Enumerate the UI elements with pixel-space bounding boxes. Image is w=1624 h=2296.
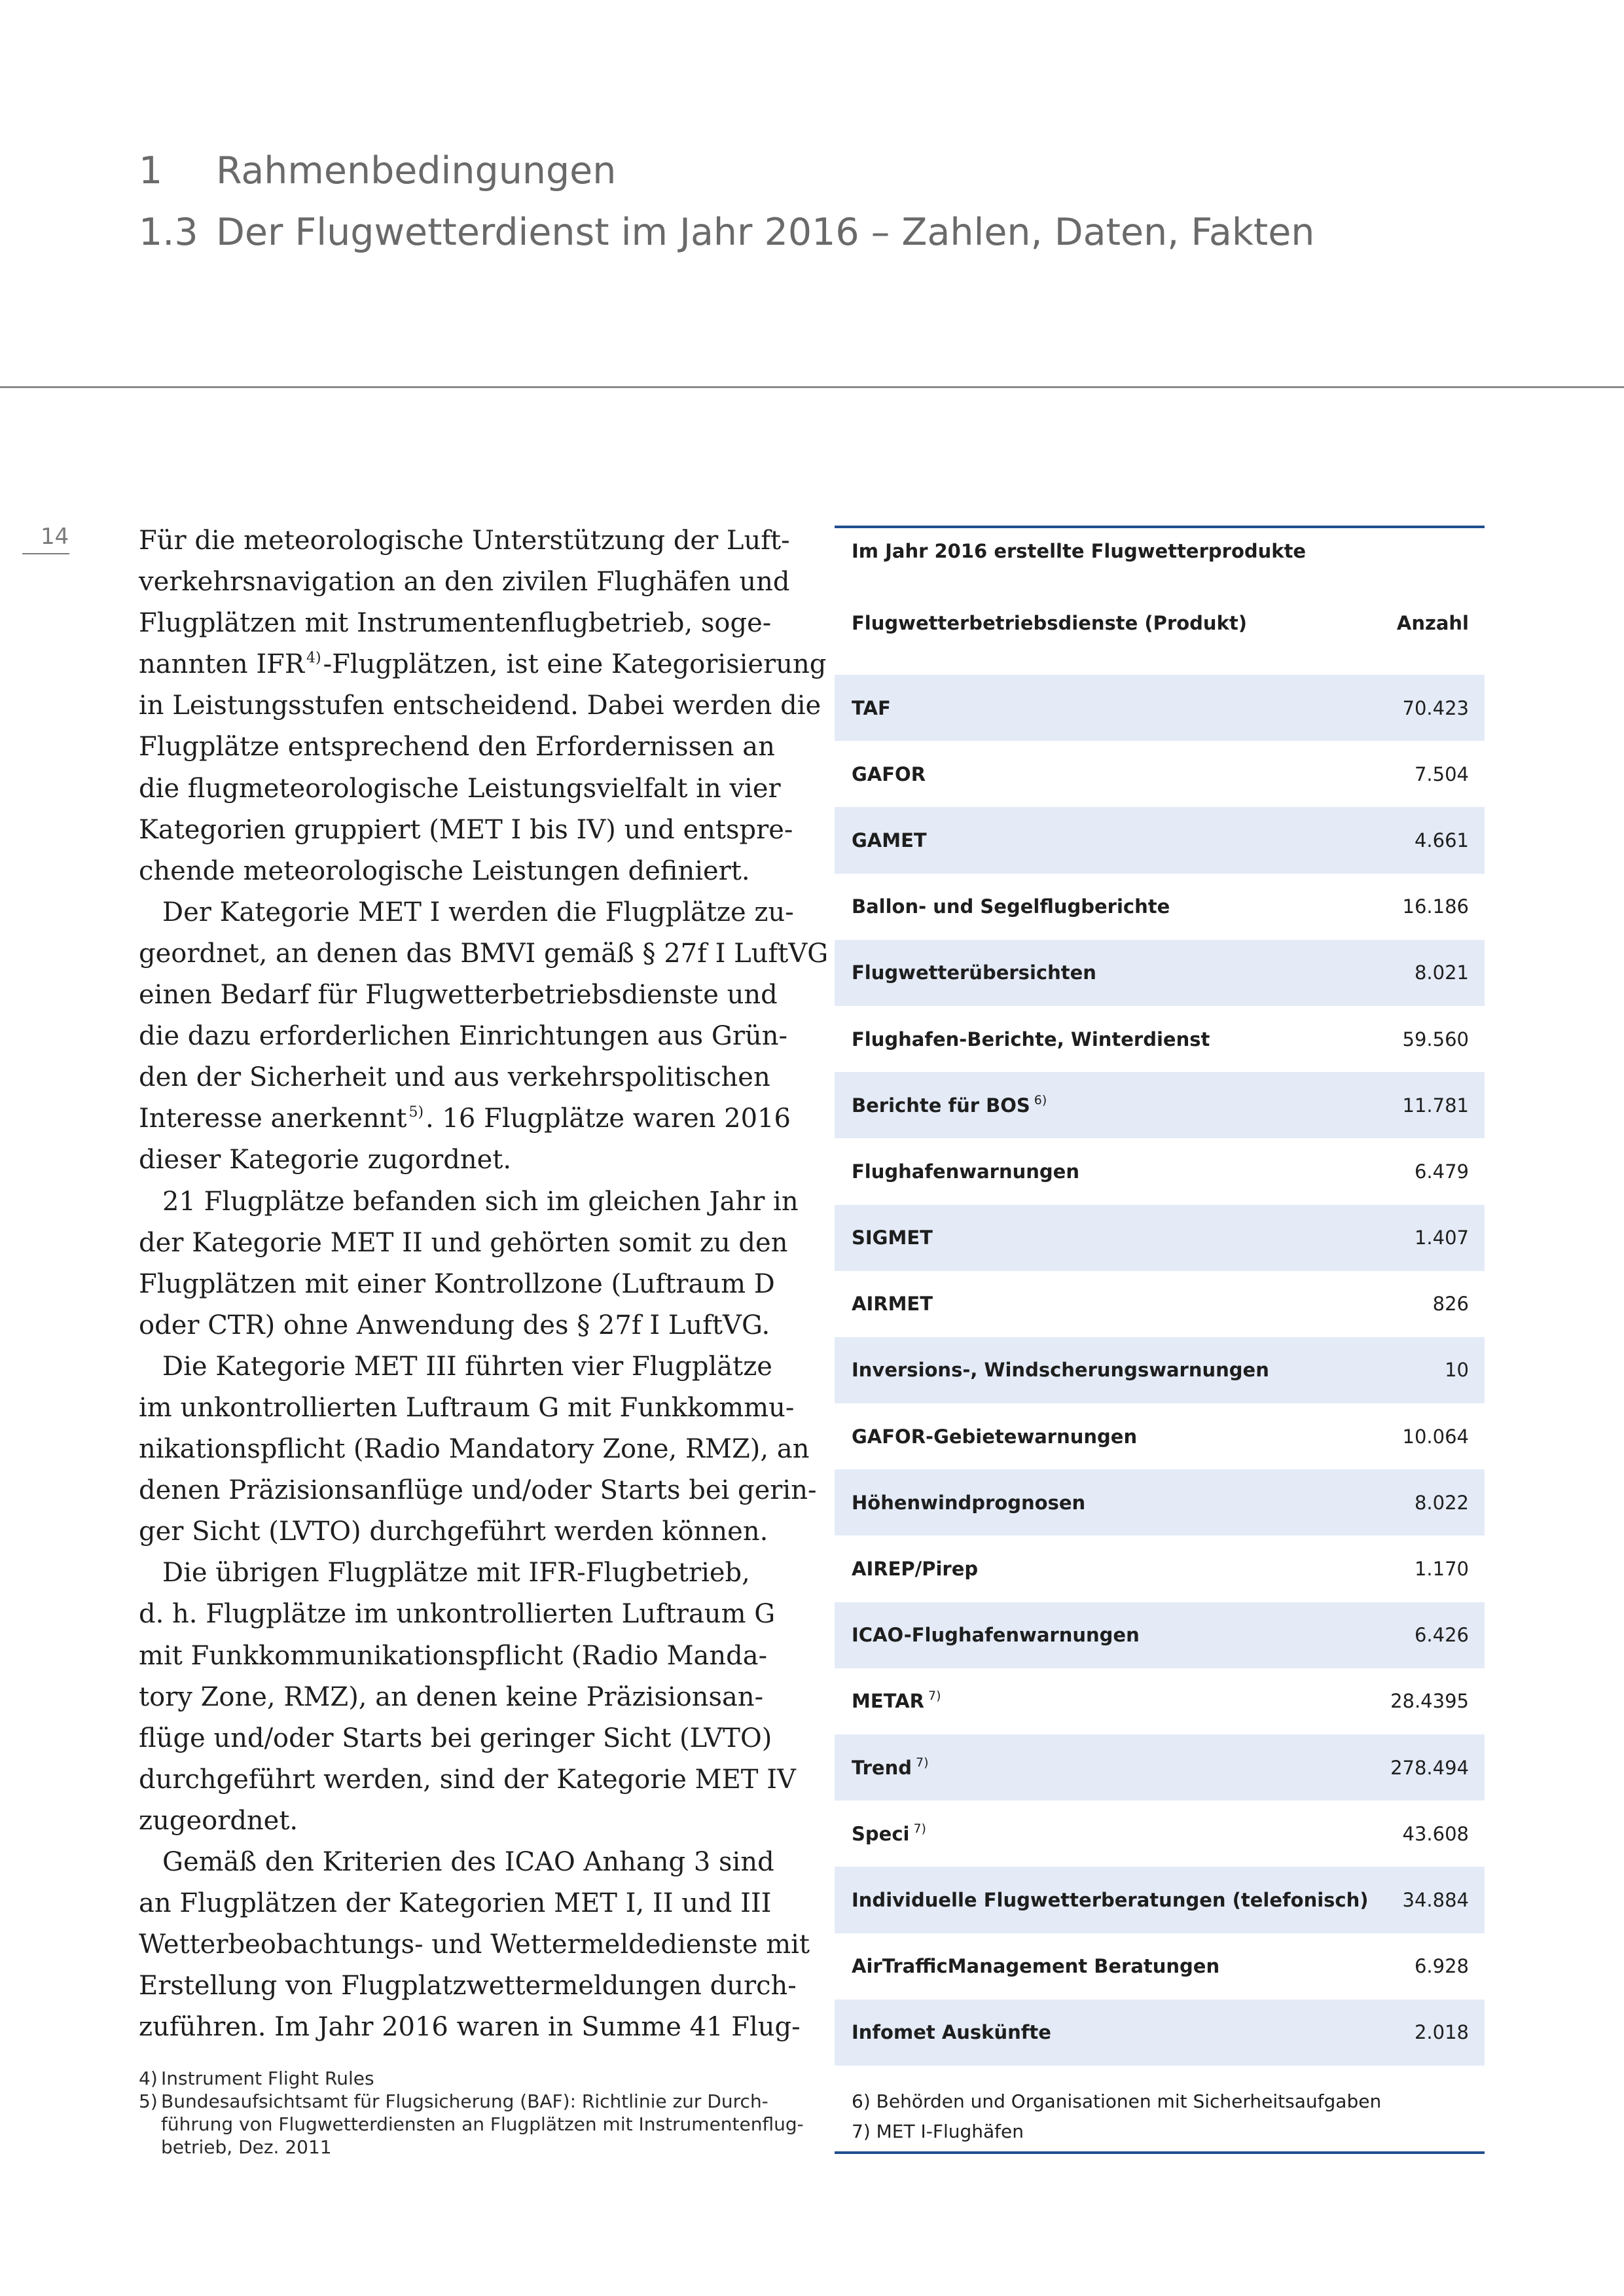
- chapter-title: Rahmenbedingungen: [216, 149, 617, 192]
- product-label: [852, 895, 1170, 918]
- product-count: 6.928: [1414, 1955, 1469, 1978]
- body-line: Die Kategorie MET III führten vier Flugplätze: [162, 1351, 772, 1382]
- table-top-rule: [835, 526, 1485, 528]
- table-title: Im Jahr 2016 erstellte Flugwetterprodukte: [852, 540, 1307, 562]
- table-row: [835, 1337, 1485, 1403]
- body-line: flüge und/oder Starts bei geringer Sicht (LVTO): [139, 1723, 772, 1753]
- product-count: 4.661: [1414, 829, 1469, 852]
- body-line: Erstellung von Flugplatzwettermeldungen durch-: [139, 1971, 797, 2001]
- chapter-number: 1: [139, 149, 163, 192]
- product-label: [852, 1028, 1210, 1050]
- chapter-heading: [139, 149, 616, 192]
- body-line: nikationspflicht (Radio Mandatory Zone, RMZ), an: [139, 1434, 810, 1465]
- body-line: Die übrigen Flugplätze mit IFR-Flugbetrieb,: [162, 1558, 750, 1588]
- body-line: Für die meteorologische Unterstützung der Luft-: [139, 526, 790, 556]
- body-line: Flugplätzen mit Instrumentenflugbetrieb, soge-: [139, 608, 772, 639]
- footnote-ref: 5): [408, 1104, 424, 1121]
- table-row: [835, 1734, 1485, 1801]
- table-row: [835, 1933, 1485, 2000]
- body-text: [139, 520, 829, 2048]
- section-heading: [139, 211, 1314, 254]
- product-label: [852, 1823, 926, 1845]
- product-count: 6.426: [1414, 1624, 1469, 1647]
- product-name: Trend: [852, 1756, 912, 1779]
- product-label: [852, 697, 891, 719]
- product-count: 10: [1445, 1359, 1469, 1382]
- footnote-text: betrieb, Dez. 2011: [161, 2136, 332, 2158]
- product-count: 10.064: [1402, 1425, 1469, 1448]
- footnotes: [139, 2067, 804, 2159]
- body-line: die dazu erforderlichen Einrichtungen aus Grün-: [139, 1021, 788, 1052]
- column-header-product: Flugwetterbetriebsdienste (Produkt): [852, 612, 1247, 634]
- table-row: [835, 1138, 1485, 1204]
- table-row: [835, 1072, 1485, 1138]
- product-name: Inversions-, Windscherungswarnungen: [852, 1359, 1269, 1382]
- body-line: an Flugplätzen der Kategorien MET I, II und III: [139, 1888, 772, 1919]
- body-line: im unkontrollierten Luftraum G mit Funkkommu-: [139, 1392, 795, 1423]
- body-line: einen Bedarf für Flugwetterbetriebsdienste und: [139, 980, 778, 1011]
- table-row: [835, 1271, 1485, 1337]
- product-count: 1.170: [1414, 1558, 1469, 1581]
- product-name: Flughafenwarnungen: [852, 1160, 1079, 1183]
- footnote: [139, 2113, 804, 2136]
- product-label: [852, 763, 926, 785]
- product-count: 11.781: [1402, 1094, 1469, 1117]
- product-label: [852, 1359, 1269, 1381]
- product-label: [852, 829, 927, 852]
- product-name: Individuelle Flugwetterberatungen (telefonisch): [852, 1888, 1369, 1911]
- product-name: GAMET: [852, 829, 927, 852]
- footnote: [139, 2067, 793, 2090]
- body-line: Flugplätze entsprechend den Erfordernissen an: [139, 732, 775, 762]
- product-label: [852, 1624, 1140, 1646]
- body-line: Gemäß den Kriterien des ICAO Anhang 3 sind: [162, 1847, 774, 1877]
- product-name: AirTrafficManagement Beratungen: [852, 1955, 1220, 1978]
- product-count: 16.186: [1402, 895, 1469, 918]
- header-divider: [0, 386, 1624, 388]
- body-line-text: nannten IFR: [139, 649, 305, 680]
- product-count: 34.884: [1402, 1888, 1469, 1911]
- product-name: Infomet Auskünfte: [852, 2021, 1051, 2044]
- footnote: [139, 2136, 793, 2159]
- product-name: AIRMET: [852, 1293, 933, 1316]
- body-line-text: Interesse anerkennt: [139, 1103, 407, 1134]
- footnote-ref: 4): [306, 650, 321, 667]
- product-count: 70.423: [1402, 696, 1469, 719]
- body-line: verkehrsnavigation an den zivilen Flughäfen und: [139, 567, 790, 598]
- section-number: 1.3: [139, 211, 198, 254]
- product-name: TAF: [852, 696, 891, 719]
- footnote-text: führung von Flugwetterdiensten an Flugplätzen mit Instrumentenflug-: [161, 2113, 804, 2135]
- product-label: [852, 1227, 933, 1249]
- product-count: 826: [1432, 1293, 1469, 1316]
- product-label: [852, 1757, 929, 1779]
- product-label: [852, 1094, 1047, 1117]
- body-line-text: . 16 Flugplätze waren 2016: [425, 1103, 791, 1134]
- product-name: Speci: [852, 1822, 910, 1845]
- body-line: tory Zone, RMZ), an denen keine Präzisionsan-: [139, 1681, 764, 1712]
- body-line: [139, 644, 827, 685]
- table-notes: [852, 2087, 1381, 2147]
- footnote-text: Instrument Flight Rules: [161, 2068, 374, 2089]
- footnote-text: Bundesaufsichtsamt für Flugsicherung (BAF): Richtlinie zur Durch-: [161, 2090, 768, 2112]
- product-count: 59.560: [1402, 1028, 1469, 1050]
- product-count: 8.022: [1414, 1491, 1469, 1514]
- product-label: [852, 1955, 1219, 1977]
- body-line: dieser Kategorie zugordnet.: [139, 1145, 512, 1175]
- product-name: Flughafen-Berichte, Winterdienst: [852, 1028, 1210, 1050]
- product-count: 6.479: [1414, 1160, 1469, 1183]
- product-label: [852, 1160, 1079, 1183]
- product-count: 43.608: [1402, 1822, 1469, 1845]
- table-row: [835, 1867, 1485, 1933]
- table-row: [835, 1205, 1485, 1271]
- body-line: Wetterbeobachtungs- und Wettermeldedienste mit: [139, 1929, 810, 1960]
- body-line: geordnet, an denen das BMVI gemäß § 27f I LuftVG: [139, 938, 829, 969]
- body-line: zugeordnet.: [139, 1805, 298, 1836]
- body-line: Flugplätzen mit einer Kontrollzone (Luftraum D: [139, 1268, 775, 1299]
- body-line: die flugmeteorologische Leistungsvielfalt in vier: [139, 773, 781, 804]
- footnote: [139, 2090, 793, 2113]
- table-row: [835, 1469, 1485, 1535]
- body-line: d. h. Flugplätze im unkontrollierten Luftraum G: [139, 1599, 776, 1630]
- product-count: 1.407: [1414, 1227, 1469, 1249]
- product-name: Berichte für BOS: [852, 1094, 1030, 1117]
- section-title: Der Flugwetterdienst im Jahr 2016 – Zahlen, Daten, Fakten: [216, 211, 1315, 254]
- page-number: 14: [41, 524, 69, 550]
- product-name: SIGMET: [852, 1227, 933, 1249]
- footnote-number: [139, 2113, 161, 2136]
- footnote-number: [139, 2136, 161, 2159]
- body-line: [139, 1098, 793, 1139]
- product-label: [852, 1889, 1369, 1911]
- column-header-count: Anzahl: [1396, 612, 1469, 634]
- product-label: [852, 1558, 978, 1580]
- product-name: Ballon- und Segelflugberichte: [852, 895, 1170, 918]
- table-row: [835, 2000, 1485, 2066]
- footnote-number: 4): [139, 2068, 158, 2089]
- product-name: Flugwetterübersichten: [852, 961, 1096, 984]
- body-line: Der Kategorie MET I werden die Flugplätze zu-: [162, 897, 794, 927]
- product-count: 2.018: [1414, 2021, 1469, 2044]
- body-line: durchgeführt werden, sind der Kategorie MET IV: [139, 1764, 796, 1795]
- body-line: in Leistungsstufen entscheidend. Dabei werden die: [139, 691, 821, 721]
- table-row: [835, 741, 1485, 807]
- product-count: 278.494: [1390, 1756, 1469, 1779]
- table-row: [835, 1801, 1485, 1867]
- footnote-ref: 7): [913, 1821, 926, 1836]
- body-line: oder CTR) ohne Anwendung des § 27f I LuftVG.: [139, 1310, 770, 1340]
- product-count: 7.504: [1414, 762, 1469, 785]
- body-line: chende meteorologische Leistungen definiert.: [139, 855, 750, 886]
- footnote-number: 5): [139, 2090, 158, 2112]
- table-row: [835, 1403, 1485, 1469]
- product-name: GAFOR-Gebietewarnungen: [852, 1425, 1138, 1448]
- footnote-ref: 7): [928, 1689, 941, 1704]
- body-line: denen Präzisionsanflüge und/oder Starts bei gerin-: [139, 1475, 817, 1506]
- product-name: Höhenwindprognosen: [852, 1491, 1086, 1514]
- footnote-ref: 7): [915, 1755, 929, 1770]
- table-row: [835, 1602, 1485, 1668]
- table-body: [835, 675, 1485, 2066]
- table-row: [835, 1535, 1485, 1602]
- body-line: den der Sicherheit und aus verkehrspolitischen: [139, 1062, 770, 1093]
- table-row: [835, 675, 1485, 741]
- product-label: [852, 2021, 1051, 2043]
- product-label: [852, 1690, 941, 1712]
- table-row: [835, 874, 1485, 940]
- body-line-text: -Flugplätzen, ist eine Kategorisierung: [323, 649, 827, 680]
- product-label: [852, 1426, 1137, 1448]
- product-name: ICAO-Flughafenwarnungen: [852, 1624, 1140, 1647]
- table-row: [835, 1006, 1485, 1072]
- table-note: 7) MET I-Flughäfen: [852, 2121, 1024, 2142]
- table-bottom-rule: [835, 2151, 1485, 2154]
- footnote-ref: 6): [1034, 1092, 1047, 1107]
- product-count: 28.4395: [1390, 1690, 1469, 1713]
- body-line: der Kategorie MET II und gehörten somit zu den: [139, 1227, 788, 1258]
- body-line: zuführen. Im Jahr 2016 waren in Summe 41 Flug-: [139, 2012, 801, 2043]
- table-row: [835, 1668, 1485, 1734]
- body-line: Kategorien gruppiert (MET I bis IV) und entspre-: [139, 814, 793, 845]
- body-line: 21 Flugplätze befanden sich im gleichen Jahr in: [162, 1186, 799, 1217]
- product-name: GAFOR: [852, 762, 926, 785]
- product-label: [852, 1293, 933, 1315]
- table-row: [835, 807, 1485, 873]
- product-label: [852, 961, 1096, 984]
- product-name: METAR: [852, 1690, 924, 1713]
- product-name: AIREP/Pirep: [852, 1558, 979, 1581]
- page-number-underline: [22, 553, 69, 554]
- body-line: ger Sicht (LVTO) durchgeführt werden können.: [139, 1516, 768, 1547]
- body-line: mit Funkkommunikationspflicht (Radio Manda-: [139, 1640, 768, 1671]
- product-count: 8.021: [1414, 961, 1469, 984]
- table-row: [835, 940, 1485, 1006]
- table-note: 6) Behörden und Organisationen mit Sicherheitsaufgaben: [852, 2090, 1382, 2112]
- product-label: [852, 1492, 1085, 1514]
